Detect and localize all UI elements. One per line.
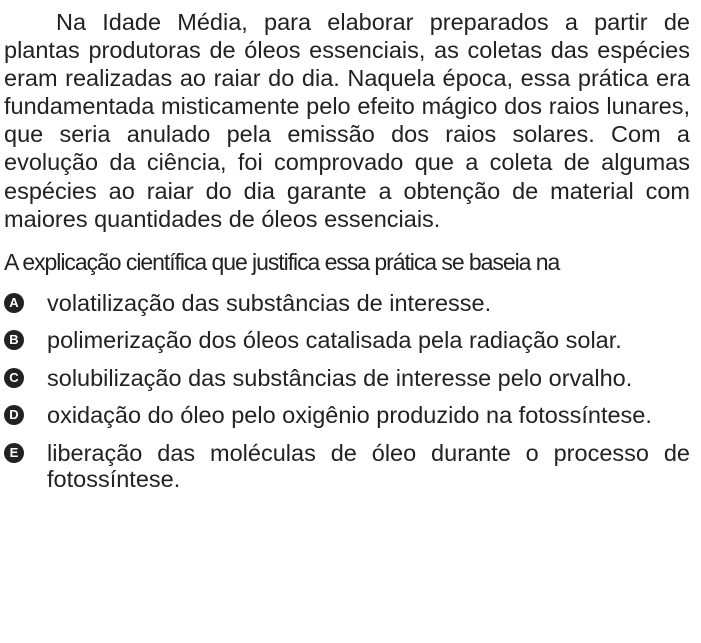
option-b-letter-badge: B	[4, 330, 24, 350]
option-c[interactable]	[4, 365, 690, 392]
option-d[interactable]	[4, 402, 690, 429]
answer-options-list	[4, 290, 690, 493]
option-b[interactable]	[4, 327, 690, 354]
option-a[interactable]	[4, 290, 690, 317]
option-e[interactable]	[4, 440, 690, 493]
option-a-text: volatilização das substâncias de interesse.	[47, 289, 492, 316]
question-stem: A explicação científica que justifica essa prática se baseia na	[4, 248, 560, 275]
option-a-letter-badge: A	[4, 293, 24, 313]
option-c-letter-badge: C	[4, 368, 24, 388]
option-e-text: liberação das moléculas de óleo durante o processo de fotossíntese.	[47, 439, 690, 493]
option-d-text: oxidação do óleo pelo oxigênio produzido na fotossíntese.	[47, 402, 652, 429]
option-b-text: polimerização dos óleos catalisada pela radiação solar.	[47, 327, 622, 354]
option-e-letter-badge: E	[4, 443, 24, 463]
option-c-text: solubilização das substâncias de interesse pelo orvalho.	[47, 364, 633, 391]
question-block	[4, 8, 690, 493]
option-d-letter-badge: D	[4, 405, 24, 425]
question-passage: Na Idade Média, para elaborar preparados a partir de plantas produtoras de óleos essenciais, as coletas das espécies eram realizadas ao raiar do dia. Naquela época, essa prática era fundamentada misticamente pelo efeito mágico dos raios lunares, que seria anulado pela emissão dos raios solares. Com a evolução da ciência, foi comprovado que a coleta de algumas espécies ao raiar do dia garante a obtenção de material com maiores quantidades de óleos essenciais.	[4, 9, 690, 232]
